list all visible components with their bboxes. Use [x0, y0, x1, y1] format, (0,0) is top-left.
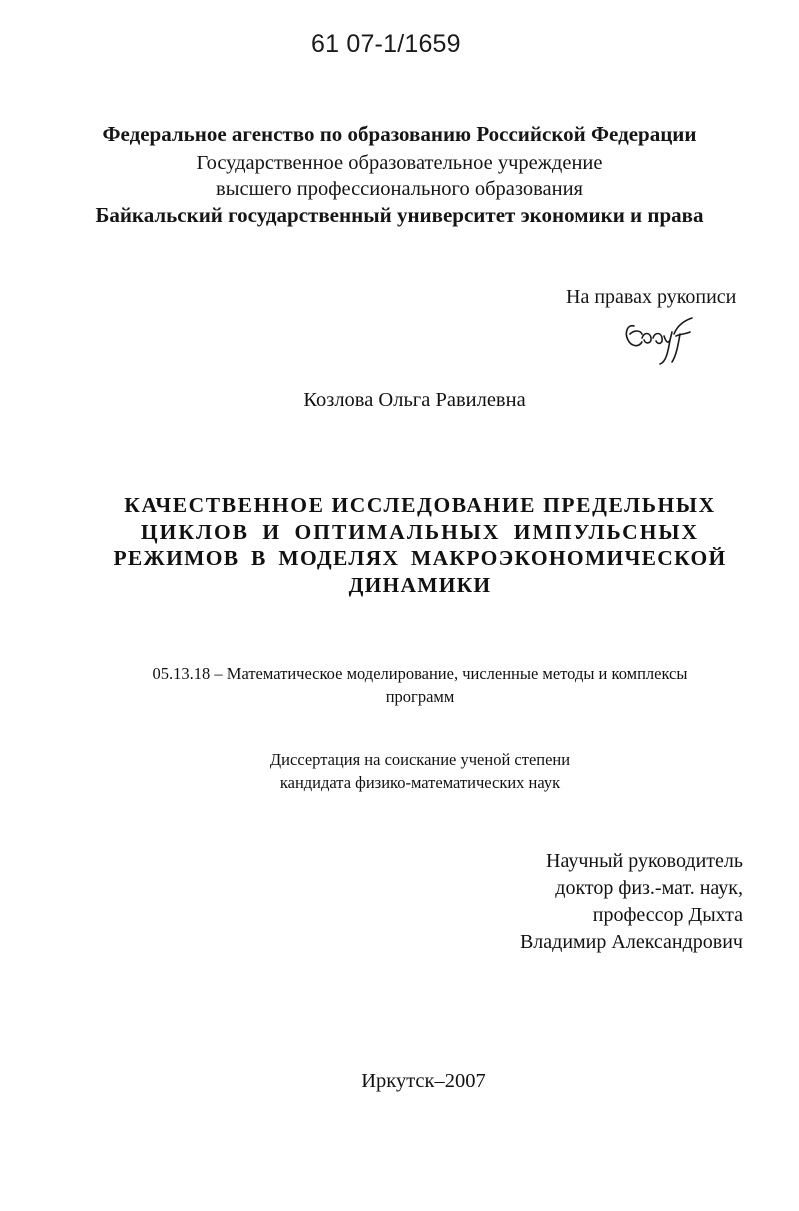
manuscript-rights-note: На правах рукописи — [566, 286, 737, 308]
title-line-1: КАЧЕСТВЕННОЕ ИССЛЕДОВАНИЕ ПРЕДЕЛЬНЫХ — [124, 493, 716, 517]
title-line-2: ЦИКЛОВ И ОПТИМАЛЬНЫХ ИМПУЛЬСНЫХ — [140, 519, 700, 544]
institution-type-line1: Государственное образовательное учреждение — [196, 152, 603, 174]
degree-statement — [140, 748, 700, 794]
university-name: Байкальский государственный университет экономики и права — [95, 203, 704, 227]
supervisor-title-name: профессор Дыхта — [592, 904, 743, 926]
signature-icon — [620, 312, 700, 368]
agency-name: Федеральное агенство по образованию Российской Федерации — [102, 122, 697, 146]
title-line-3: РЕЖИМОВ В МОДЕЛЯХ МАКРОЭКОНОМИЧЕСКОЙ — [113, 546, 727, 570]
dissertation-title — [100, 492, 740, 598]
degree-statement-line1: Диссертация на соискание ученой степени — [269, 750, 571, 769]
registration-number: 61 07-1/1659 — [311, 30, 461, 58]
supervisor-block — [440, 848, 743, 956]
city-year: Иркутск–2007 — [361, 1070, 486, 1092]
institution-type-line2: высшего профессионального образования — [216, 178, 583, 200]
supervisor-name: Владимир Александрович — [519, 931, 743, 953]
title-line-4: ДИНАМИКИ — [348, 572, 492, 597]
specialty-code: 05.13.18 – Математическое моделирование, численные методы и комплексы программ — [152, 664, 688, 706]
author-name: Козлова Ольга Равилевна — [303, 389, 526, 411]
supervisor-role: Научный руководитель — [546, 850, 743, 872]
supervisor-degree: доктор физ.-мат. наук, — [555, 877, 743, 899]
degree-statement-line2: кандидата физико-математических наук — [279, 773, 561, 792]
